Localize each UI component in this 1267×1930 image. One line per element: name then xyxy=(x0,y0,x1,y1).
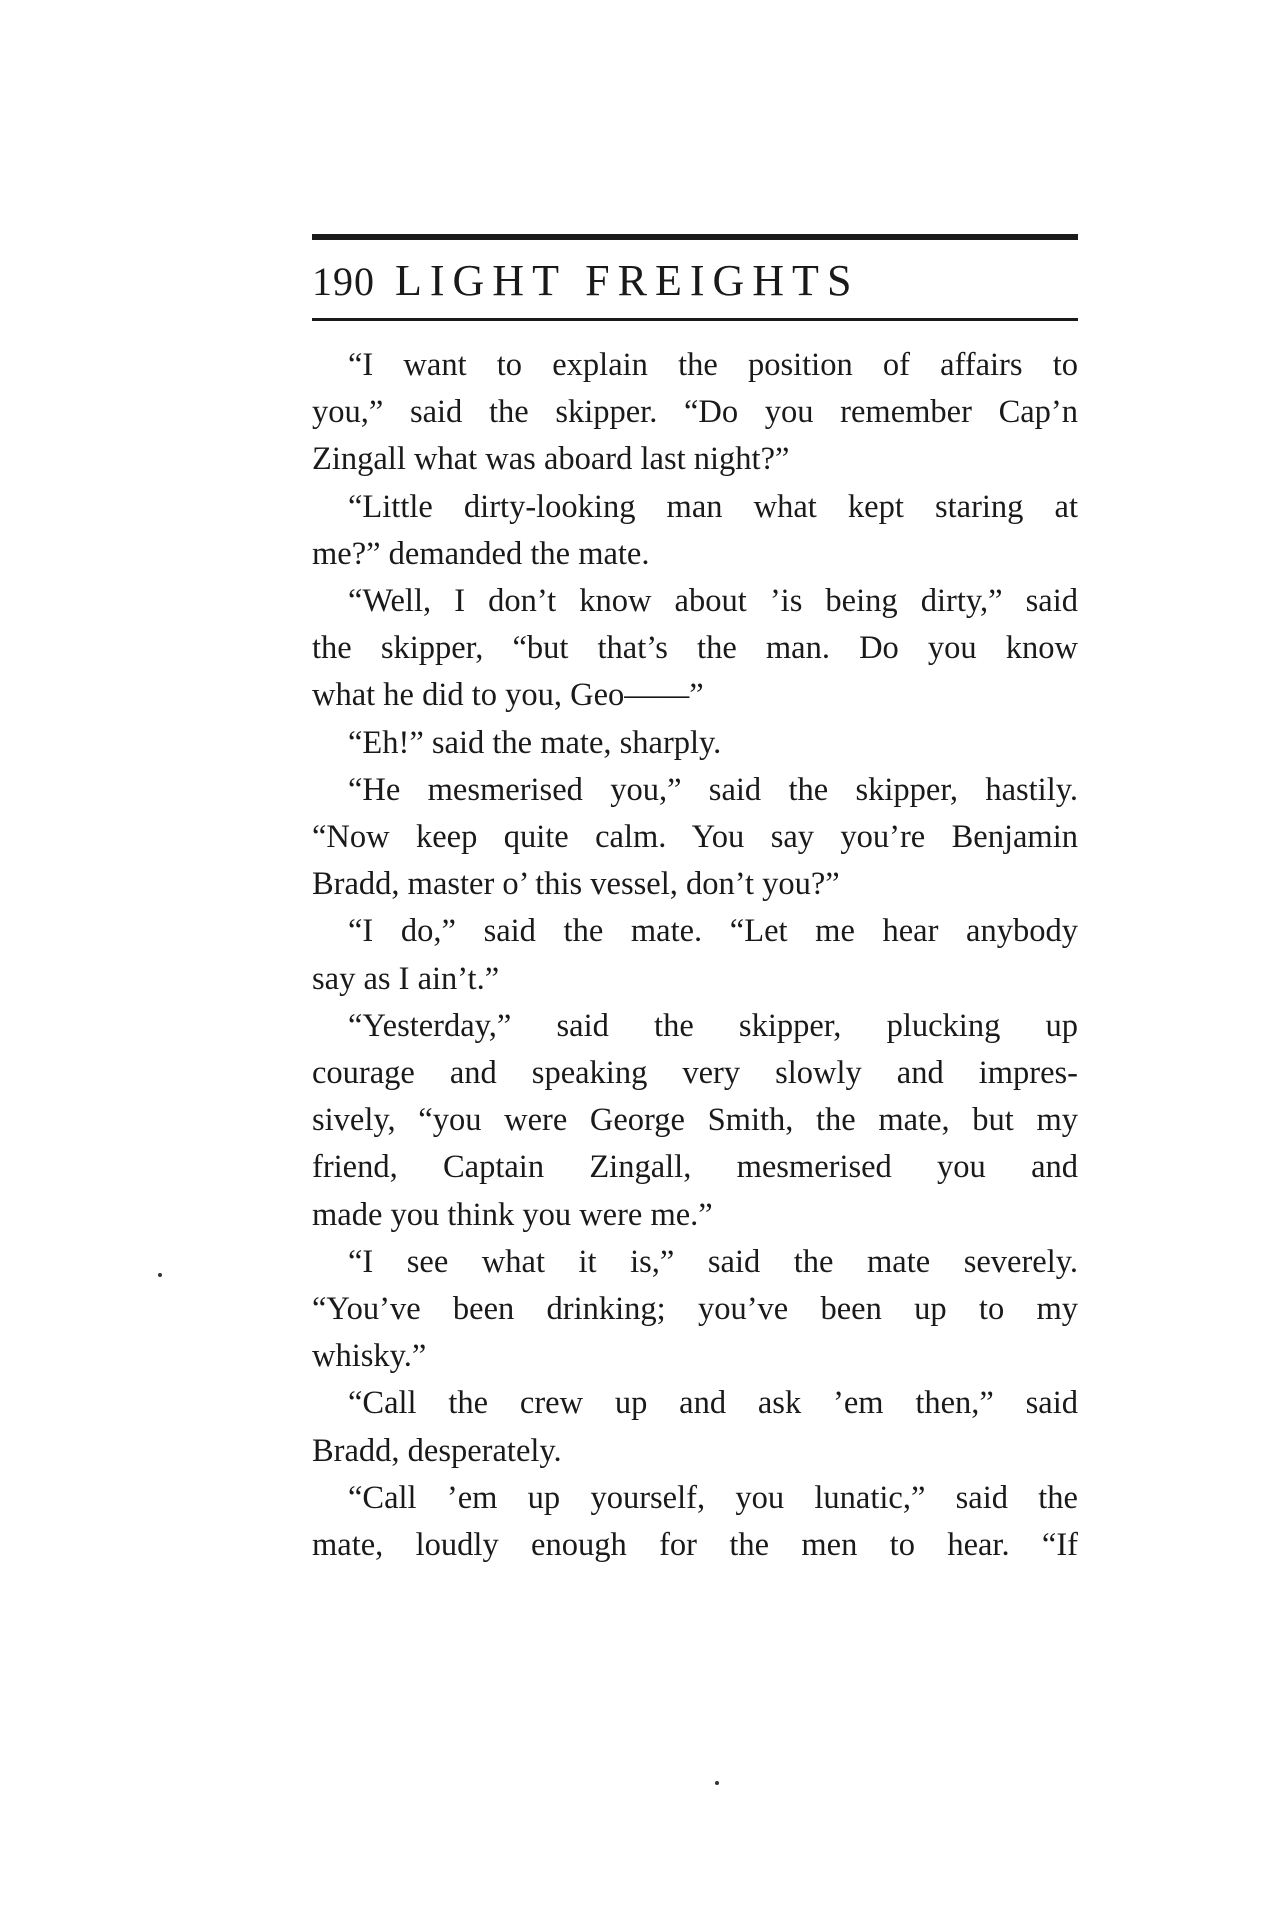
header-rule-bottom xyxy=(312,318,1078,321)
paragraph xyxy=(312,908,1078,1002)
line-box xyxy=(312,1428,1078,1475)
text-line: sively, “you were George Smith, the mate, but my xyxy=(312,1102,1078,1139)
text-line: Zingall what was aboard last night?” xyxy=(312,441,790,478)
line-box xyxy=(312,625,1078,672)
line-box xyxy=(312,1286,1078,1333)
line-box xyxy=(312,1239,1078,1286)
text-line: “He mesmerised you,” said the skipper, hastily. xyxy=(348,771,1078,808)
text-line: “I want to explain the position of affairs to xyxy=(348,347,1078,383)
paragraph xyxy=(312,1380,1078,1474)
line-box xyxy=(312,1050,1078,1097)
line-box xyxy=(312,1192,1078,1239)
line-box xyxy=(312,389,1078,436)
line-box xyxy=(312,720,1078,767)
text-line: mate, loudly enough for the men to hear. “If xyxy=(312,1527,1078,1564)
text-line: “Well, I don’t know about ’is being dirty,” said xyxy=(348,583,1078,620)
print-speck xyxy=(158,1273,162,1277)
header-rule-top xyxy=(312,234,1078,240)
line-box xyxy=(312,1003,1078,1050)
line-box xyxy=(312,767,1078,814)
text-line: “Call the crew up and ask ’em then,” said xyxy=(348,1385,1078,1422)
text-line: made you think you were me.” xyxy=(312,1196,713,1233)
line-box xyxy=(312,1097,1078,1144)
line-box xyxy=(312,1333,1078,1380)
line-box xyxy=(312,956,1078,1003)
running-title: LIGHT FREIGHTS xyxy=(395,256,860,305)
line-box xyxy=(312,484,1078,531)
line-box xyxy=(312,1475,1078,1522)
print-speck xyxy=(715,1781,719,1785)
paragraph xyxy=(312,1475,1078,1569)
paragraph xyxy=(312,578,1078,720)
text-line: what he did to you, Geo——” xyxy=(312,677,704,714)
text-line: friend, Captain Zingall, mesmerised you and xyxy=(312,1149,1078,1186)
text-line: Bradd, desperately. xyxy=(312,1432,562,1469)
body-text xyxy=(312,342,1078,1569)
paragraph xyxy=(312,767,1078,909)
line-box xyxy=(312,814,1078,861)
text-line: “Yesterday,” said the skipper, plucking up xyxy=(348,1007,1078,1044)
line-box xyxy=(312,531,1078,578)
text-line: you,” said the skipper. “Do you remember Cap’n xyxy=(312,394,1078,431)
line-box xyxy=(312,1380,1078,1427)
text-line: courage and speaking very slowly and impres- xyxy=(312,1055,1078,1092)
line-box xyxy=(312,861,1078,908)
text-line: me?” demanded the mate. xyxy=(312,535,650,572)
text-line: “Little dirty-looking man what kept staring at xyxy=(348,488,1078,525)
line-box xyxy=(312,436,1078,483)
text-line: whisky.” xyxy=(312,1338,427,1375)
text-line: “Now keep quite calm. You say you’re Benjamin xyxy=(312,819,1078,856)
line-box xyxy=(312,578,1078,625)
paragraph xyxy=(312,342,1078,484)
text-line: “I see what it is,” said the mate severely. xyxy=(348,1243,1078,1280)
text-line: the skipper, “but that’s the man. Do you know xyxy=(312,630,1078,667)
line-box xyxy=(312,672,1078,719)
text-line: “Eh!” said the mate, sharply. xyxy=(348,724,722,761)
line-box xyxy=(312,908,1078,955)
paragraph xyxy=(312,1239,1078,1381)
text-line: “Call ’em up yourself, you lunatic,” said the xyxy=(348,1479,1078,1516)
running-head xyxy=(312,255,1078,317)
text-line: “I do,” said the mate. “Let me hear anybody xyxy=(348,913,1078,950)
paragraph xyxy=(312,1003,1078,1239)
line-box xyxy=(312,1522,1078,1569)
page-number: 190 xyxy=(312,259,375,304)
paragraph xyxy=(312,484,1078,578)
paragraph xyxy=(312,720,1078,767)
text-line: “You’ve been drinking; you’ve been up to my xyxy=(312,1291,1078,1328)
text-line: Bradd, master o’ this vessel, don’t you?” xyxy=(312,866,840,903)
line-box xyxy=(312,342,1078,389)
line-box xyxy=(312,1144,1078,1191)
text-line: say as I ain’t.” xyxy=(312,960,500,997)
